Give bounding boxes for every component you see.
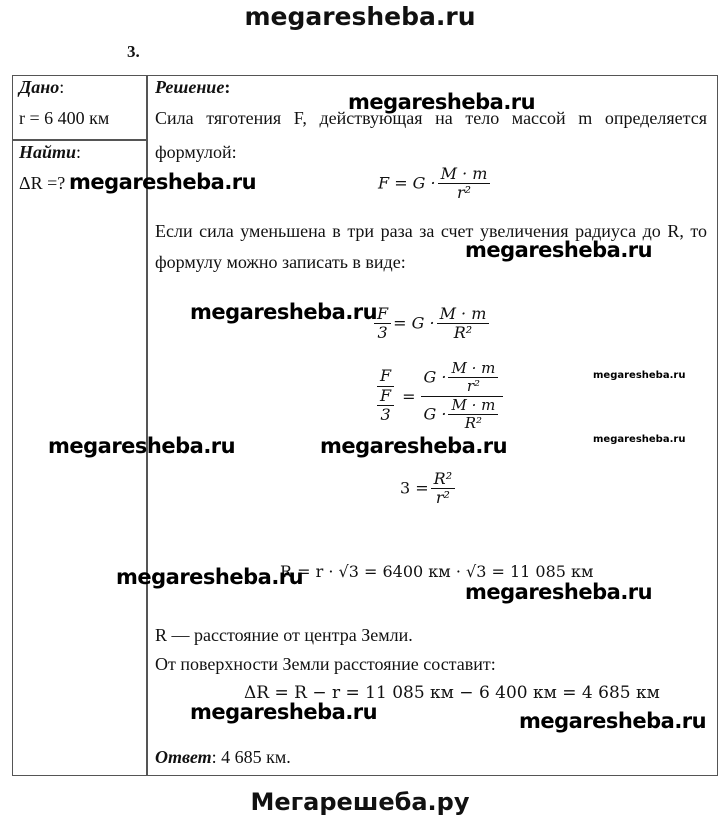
formula-delta: ΔR = R − r = 11 085 км − 6 400 км = 4 685 км: [244, 683, 660, 703]
find-label: Найти:: [19, 142, 82, 162]
solution-line5: R — расстояние от центра Земли.: [155, 625, 413, 645]
watermark: megaresheba.ru: [593, 370, 686, 381]
watermark: megaresheba.ru: [348, 90, 536, 114]
watermark: megaresheba.ru: [465, 580, 653, 604]
solution-label: Решение:: [155, 77, 231, 97]
solution-line2: формулой:: [155, 142, 237, 162]
watermark: megaresheba.ru: [69, 170, 257, 194]
solution-line3: Если сила уменьшена в три раза за счет увеличения радиуса до R, то: [155, 221, 707, 241]
watermark: megaresheba.ru: [190, 700, 378, 724]
formula-ratio: $\frac{F}{\frac{F}{3}}$ = G · $\frac{M \cdot m}{\text{r²}}$ G · $\frac{M \cdot m}{\text{R²}}$: [372, 360, 505, 432]
solution-line4: формулу можно записать в виде:: [155, 252, 406, 272]
answer-value: : 4 685 км.: [211, 747, 291, 767]
solution-line1: Сила тяготения F, действующая на тело массой m определяется: [155, 108, 707, 128]
site-title: megaresheba.ru: [244, 2, 476, 31]
given-value: r = 6 400 км: [19, 108, 110, 128]
find-label-text: Найти: [19, 142, 77, 162]
given-label-text: Дано: [19, 77, 60, 97]
watermark: megaresheba.ru: [320, 434, 508, 458]
formula-three: 3 = $\frac{\text{R²}}{\text{r²}}$: [400, 470, 457, 508]
answer: [155, 747, 291, 768]
solution-label-text: Решение: [155, 77, 225, 97]
watermark: megaresheba.ru: [593, 434, 686, 445]
watermark: megaresheba.ru: [519, 709, 707, 733]
solution-line6: От поверхности Земли расстояние составит:: [155, 654, 496, 674]
answer-label: Ответ: [155, 747, 212, 767]
watermark: megaresheba.ru: [465, 238, 653, 262]
given-label: Дано:: [19, 77, 65, 97]
formula-reduced: $\frac{F}{3}$ = G · $\frac{M \cdot m}{\text{R²}}$: [372, 305, 491, 343]
watermark: megaresheba.ru: [48, 434, 236, 458]
watermark: megaresheba.ru: [190, 300, 378, 324]
formula-radius: R = r · √3 = 6400 км · √3 = 11 085 км: [280, 562, 594, 581]
footer-title: Мегарешеба.ру: [250, 788, 470, 816]
watermark: megaresheba.ru: [116, 565, 304, 589]
formula-gravity: F = G · $\frac{M \cdot m}{\text{r²}}$: [378, 165, 492, 203]
task-number: 3.: [127, 42, 140, 61]
find-value: ΔR =?: [19, 173, 66, 193]
row-divider: [12, 139, 147, 141]
